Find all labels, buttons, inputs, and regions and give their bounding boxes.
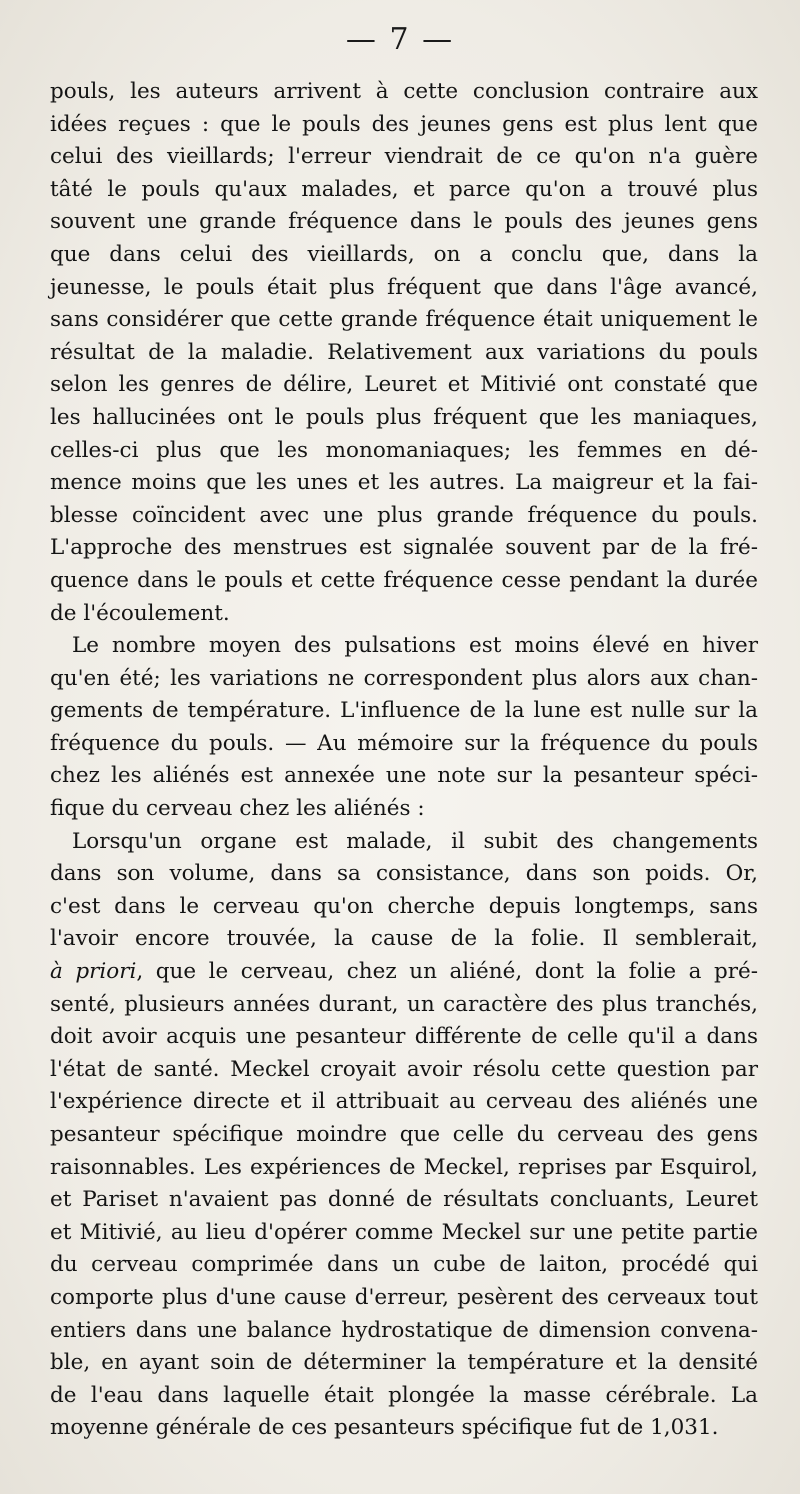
- text-line: fréquence du pouls. — Au mémoire sur la fréquence du pouls: [50, 730, 758, 756]
- paragraph: [50, 826, 758, 1445]
- text-line: et Mitivié, au lieu d'opérer comme Meckel sur une petite partie: [50, 1219, 758, 1245]
- text-line: l'état de santé. Meckel croyait avoir résolu cette question par: [50, 1056, 758, 1082]
- text-line: que dans celui des vieillards, on a conclu que, dans la: [50, 241, 758, 267]
- text-line: qu'en été; les variations ne correspondent plus alors aux chan-: [50, 665, 758, 691]
- text-line: gements de température. L'influence de la lune est nulle sur la: [50, 698, 758, 724]
- text-line: celui des vieillards; l'erreur viendrait de ce qu'on n'a guère: [50, 144, 758, 170]
- paragraph: [50, 76, 758, 630]
- text-line: selon les genres de délire, Leuret et Mitivié ont constaté que: [50, 372, 758, 398]
- text-line: fique du cerveau chez les aliénés :: [50, 796, 425, 822]
- text-line: de l'eau dans laquelle était plongée la masse cérébrale. La: [50, 1382, 758, 1408]
- text-line: blesse coïncident avec une plus grande fréquence du pouls.: [50, 502, 758, 528]
- text-line: pesanteur spécifique moindre que celle du cerveau des gens: [50, 1122, 758, 1147]
- text-line: à priori, que le cerveau, chez un aliéné, dont la folie a pré-: [50, 959, 758, 985]
- text-line: L'approche des menstrues est signalée souvent par de la fré-: [50, 535, 758, 561]
- page-number: — 7 —: [345, 22, 455, 57]
- text-line: du cerveau comprimée dans un cube de laiton, procédé qui: [50, 1252, 758, 1278]
- text-line: mence moins que les unes et les autres. La maigreur et la fai-: [50, 470, 758, 496]
- text-line: pouls, les auteurs arrivent à cette conclusion contraire aux: [50, 79, 758, 104]
- text-line: résultat de la maladie. Relativement aux variations du pouls: [50, 339, 758, 365]
- text-line: souvent une grande fréquence dans le pouls des jeunes gens: [50, 209, 758, 235]
- text-line: quence dans le pouls et cette fréquence cesse pendant la durée: [50, 567, 758, 593]
- text-line: tâté le pouls qu'aux malades, et parce qu'on a trouvé plus: [50, 176, 758, 202]
- text-line: senté, plusieurs années durant, un caractère des plus tranchés,: [50, 991, 758, 1017]
- text-line: c'est dans le cerveau qu'on cherche depuis longtemps, sans: [50, 893, 758, 919]
- text-line: entiers dans une balance hydrostatique de dimension convena-: [50, 1317, 758, 1343]
- text-line: jeunesse, le pouls était plus fréquent que dans l'âge avancé,: [50, 274, 758, 300]
- text-line: de l'écoulement.: [50, 600, 230, 626]
- text-line: raisonnables. Les expériences de Meckel, reprises par Esquirol,: [50, 1154, 758, 1180]
- text-line: les hallucinées ont le pouls plus fréquent que les maniaques,: [50, 404, 758, 430]
- text-line: celles-ci plus que les monomaniaques; les femmes en dé-: [50, 437, 758, 463]
- text-line: ble, en ayant soin de déterminer la température et la densité: [50, 1350, 758, 1376]
- text-line: l'expérience directe et il attribuait au cerveau des aliénés une: [50, 1089, 758, 1115]
- text-line: l'avoir encore trouvée, la cause de la folie. Il semblerait,: [50, 926, 758, 952]
- text-line: sans considérer que cette grande fréquence était uniquement le: [50, 307, 758, 333]
- paragraph: [50, 630, 758, 826]
- text-line: Lorsqu'un organe est malade, il subit des changements: [72, 828, 758, 854]
- text-line: chez les aliénés est annexée une note sur la pesanteur spéci-: [50, 763, 758, 789]
- text-line: Le nombre moyen des pulsations est moins élevé en hiver: [72, 633, 758, 659]
- text-line: comporte plus d'une cause d'erreur, pesèrent des cerveaux tout: [50, 1284, 758, 1310]
- text-line: idées reçues : que le pouls des jeunes gens est plus lent que: [50, 111, 758, 137]
- text-line: dans son volume, dans sa consistance, dans son poids. Or,: [50, 861, 758, 887]
- text-line: doit avoir acquis une pesanteur différente de celle qu'il a dans: [50, 1024, 758, 1050]
- body-text: [50, 76, 758, 1445]
- text-line: et Pariset n'avaient pas donné de résultats concluants, Leuret: [50, 1187, 758, 1213]
- text-line: moyenne générale de ces pesanteurs spécifique fut de 1,031.: [50, 1415, 719, 1441]
